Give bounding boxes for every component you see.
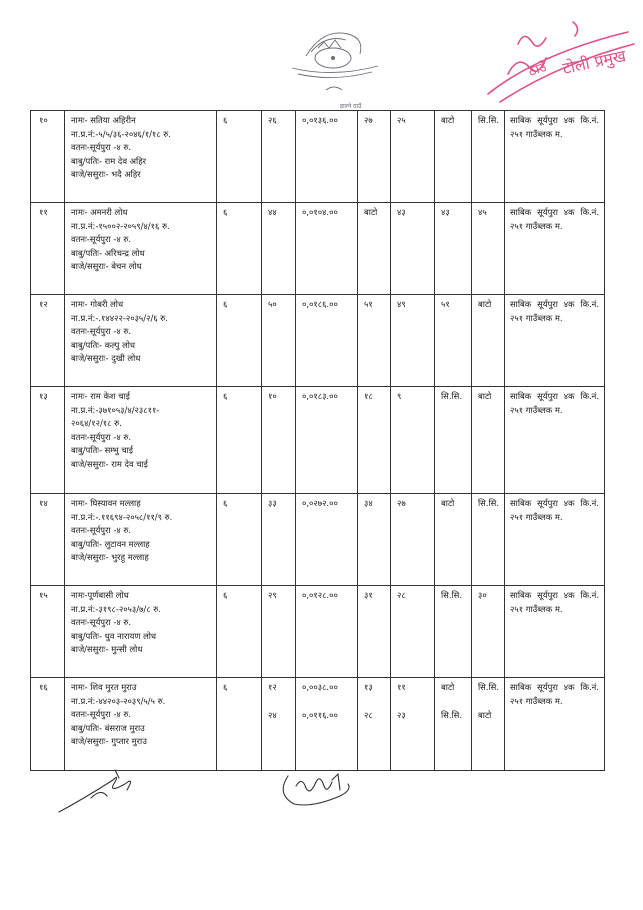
boundary-north: बाटो सि.सि. [435,678,472,771]
remark: साबिक सूर्यपुरा ४क कि.नं. २५१ गाउँब्लक म. [505,494,605,586]
remark: साबिक सूर्यपुरा ४क कि.नं. २५१ गाउँब्लक म. [505,295,605,387]
serial-number: १० [31,111,65,203]
owner-details: नामः- गोबरी लोध ना.प्र.नं:-.१४४२२-२०३५/२/६ रु. वतनः-सूर्यपुरा -४ रु. बाबु/पतिः- कल्पु लोध बाजे/ससुराः- दुखी लोध [65,295,217,387]
boundary-north: बाटो [435,111,472,203]
boundary-north: बाटो [435,494,472,586]
area: ०,०१०४.०० [296,203,358,295]
boundary-south: सि.सि. [472,111,505,203]
owner-details: नामः- राम केश चाई ना.प्र.नं:-३७१०५३/४/२३८११- २०६४/१२/१८ रु. वतनः-सूर्यपुरा -४ रु. बाबु/पतिः- सम्भु चाई बाजे/ससुराः- राम देव चाई [65,387,217,494]
remark: साबिक सूर्यपुरा ४क कि.नं. २५१ गाउँब्लक म. [505,586,605,678]
serial-number: ११ [31,203,65,295]
serial-number: १५ [31,586,65,678]
boundary-north: सि.सि. [435,586,472,678]
owner-details: नामः- अमनरी लोध ना.प्र.नं:-१५००२-२०५९/४/१६ रु. वतनः-सूर्यपुरा -४ रु. बाबु/पतिः- अरिचन्द्र लोध बाजे/ससुराः- बेचन लोध [65,203,217,295]
remark: साबिक सूर्यपुरा ४क कि.नं. २५१ गाउँब्लक म. [505,203,605,295]
boundary-east: ३१ [358,586,391,678]
table-row [31,203,605,295]
remark: साबिक सूर्यपुरा ४क कि.नं. २५१ गाउँब्लक म. [505,111,605,203]
plot-number: १० [262,387,296,494]
owner-details: नामः- शिव मुरत मुराउ ना.प्र.नं:-४४२०३-२०३९/५/५ रु. वतनः-सूर्यपुरा -४ रु. बाबु/पतिः- बंसराज मुराउ बाजे/ससुराः- गुप्तार मुराउ [65,678,217,771]
ward-number: ६ [217,678,262,771]
office-seal-emblem [278,20,388,112]
plot-number: २९ [262,586,296,678]
ink-text-place: ठाउँ [526,59,549,80]
boundary-north: ४३ [435,203,472,295]
land-records-table [30,110,605,771]
boundary-south: ३० [472,586,505,678]
boundary-north: सि.सि. [435,387,472,494]
boundary-east: १३ २८ [358,678,391,771]
area: ०,००३८.०० ०,०११६.०० [296,678,358,771]
ward-number: ६ [217,586,262,678]
table-row [31,494,605,586]
boundary-east: ३४ [358,494,391,586]
area: ०,०२७२.०० [296,494,358,586]
table-row [31,295,605,387]
boundary-west: २८ [391,586,435,678]
boundary-west: ४९ [391,295,435,387]
plot-number: ३३ [262,494,296,586]
boundary-south: सि.सि. [472,494,505,586]
ink-text-team-leader: टोली प्रमुख [560,46,628,78]
ward-number: ६ [217,203,262,295]
boundary-north: ५१ [435,295,472,387]
table-row [31,387,605,494]
boundary-west: ९ [391,387,435,494]
boundary-west: ११ २३ [391,678,435,771]
boundary-east: १८ [358,387,391,494]
boundary-west: २५ [391,111,435,203]
boundary-west: २७ [391,494,435,586]
ward-number: ६ [217,111,262,203]
plot-number: ५० [262,295,296,387]
owner-details: नामः-पूर्णबासी लोध ना.प्र.नं:-३१९८-२०५३/७/८ रु. वतनः-सूर्यपुरा -४ रु. बाबु/पतिः- धुव नारायण लोध बाजे/ससुराः- मुन्सी लोध [65,586,217,678]
area: ०,०१८३.०० [296,387,358,494]
seal-caption: हाल्ने ठाउँ [340,103,362,110]
area: ०,०१८६.०० [296,295,358,387]
owner-details: नामः- घिस्यावन मल्लाह ना.प्र.नं:-.११६९४-२०५८/११/९ रु. वतनः-सूर्यपुरा -४ रु. बाबु/पतिः- लुटावन मल्लाह बाजे/ससुराः- भुरहु मल्लाह [65,494,217,586]
boundary-east: ५१ [358,295,391,387]
plot-number: ४४ [262,203,296,295]
serial-number: १४ [31,494,65,586]
ward-number: ६ [217,387,262,494]
owner-details: नामः- सतिया अहिरीन ना.प्र.नं:-५/५/३६-२०४६/१/१८ रु. वतनः-सूर्यपुरा -४ रु. बाबु/पतिः- राम देव अहिर बाजे/ससुराः- भदै अहिर [65,111,217,203]
boundary-east: बाटो [358,203,391,295]
area: ०,०१२८.०० [296,586,358,678]
table-row [31,586,605,678]
boundary-west: ४३ [391,203,435,295]
serial-number: १३ [31,387,65,494]
left-signature [55,768,145,816]
boundary-east: २७ [358,111,391,203]
plot-number: १२ २४ [262,678,296,771]
boundary-south: बाटो [472,387,505,494]
table-row [31,678,605,771]
ward-number: ६ [217,295,262,387]
serial-number: १६ [31,678,65,771]
handwritten-stamp [478,14,638,109]
boundary-south: सि.सि. बाटो [472,678,505,771]
boundary-south: बाटो [472,295,505,387]
plot-number: २६ [262,111,296,203]
ward-number: ६ [217,494,262,586]
serial-number: १२ [31,295,65,387]
remark: साबिक सूर्यपुरा ४क कि.नं. २५१ गाउँब्लक म. [505,678,605,771]
area: ०,०१३६.०० [296,111,358,203]
center-signature [272,770,362,814]
table-row [31,111,605,203]
boundary-south: ४५ [472,203,505,295]
remark: साबिक सूर्यपुरा ४क कि.नं. २५१ गाउँब्लक म. [505,387,605,494]
